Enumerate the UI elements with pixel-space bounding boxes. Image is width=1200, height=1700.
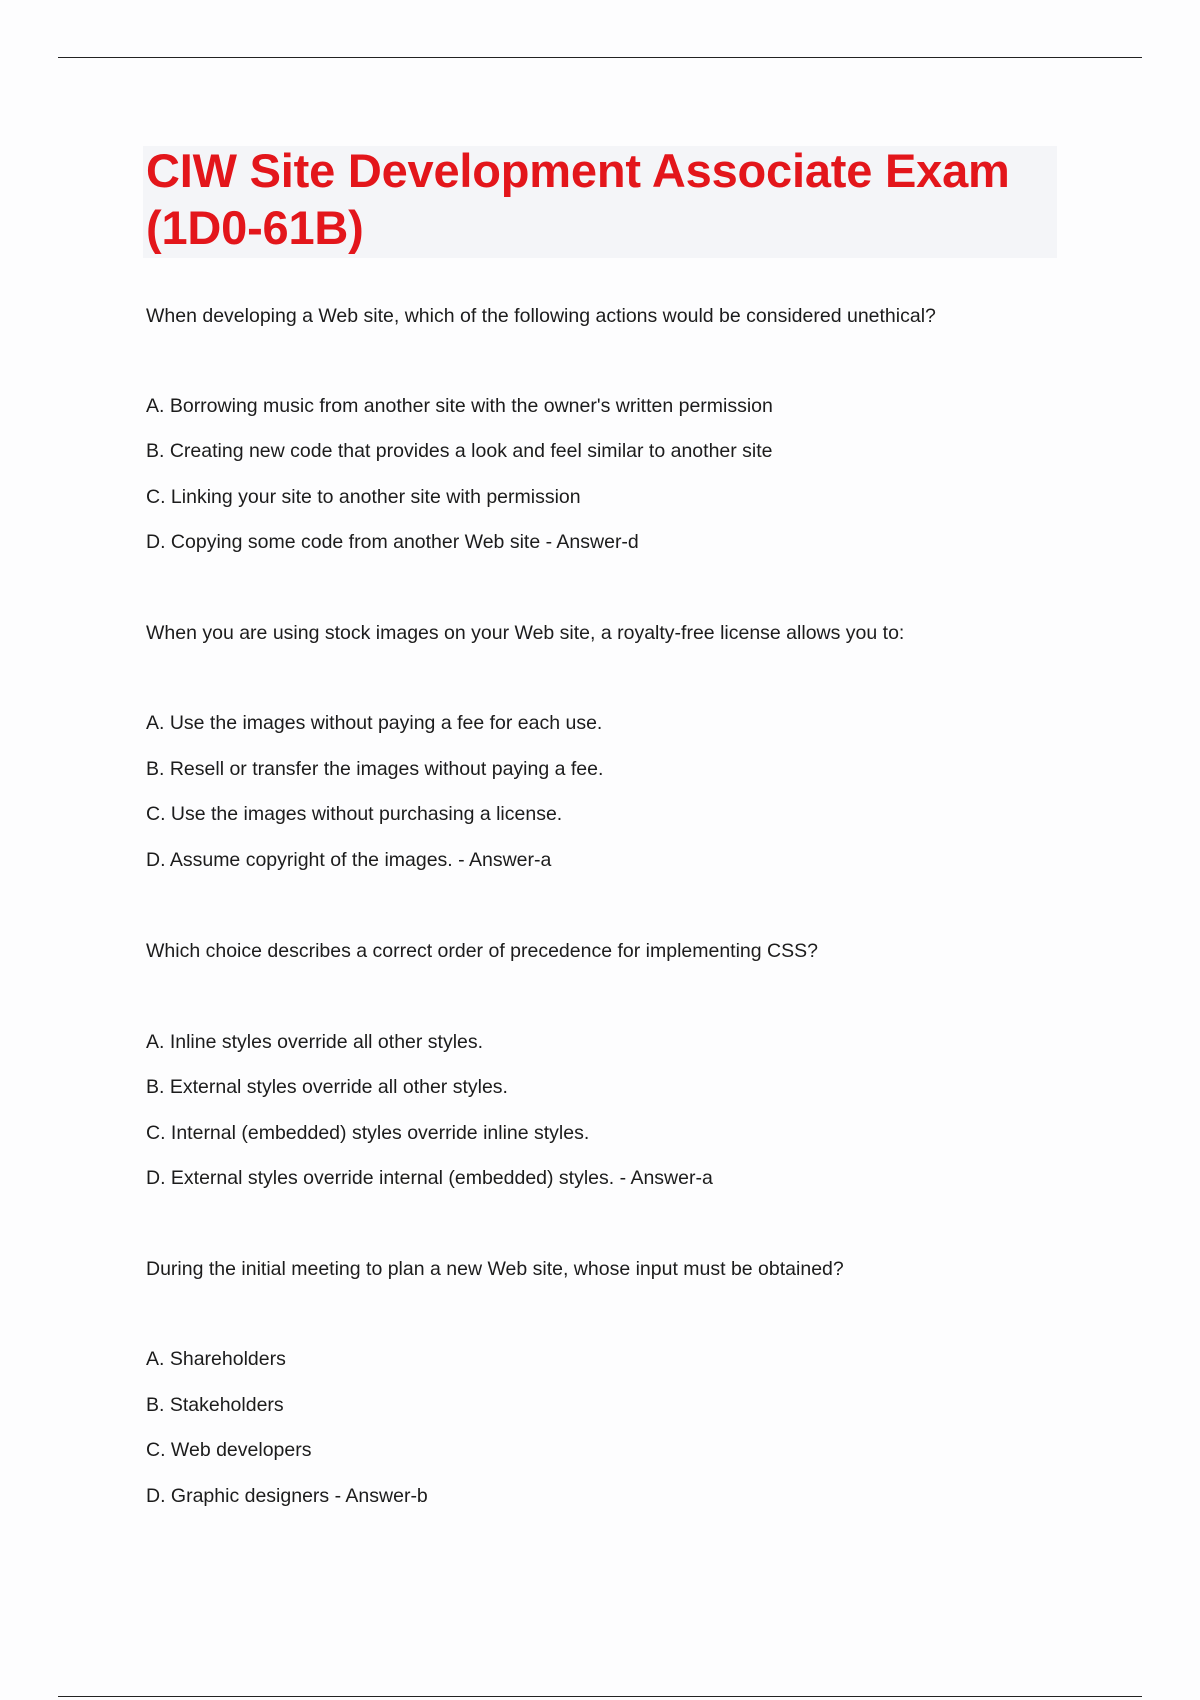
question-4-text: During the initial meeting to plan a new Web site, whose input must be obtained?: [146, 1258, 844, 1280]
question-2-text: When you are using stock images on your Web site, a royalty-free license allows you to:: [146, 622, 905, 644]
question-2-option-a: A. Use the images without paying a fee for each use.: [146, 712, 603, 734]
document-title: CIW Site Development Associate Exam (1D0-61B): [146, 144, 1010, 254]
question-1-text: When developing a Web site, which of the following actions would be considered unethical?: [146, 305, 936, 327]
bottom-rule: [58, 1696, 1142, 1697]
question-3-option-a: A. Inline styles override all other styles.: [146, 1031, 484, 1053]
question-3-option-c: C. Internal (embedded) styles override inline styles.: [146, 1122, 590, 1144]
question-1-option-c: C. Linking your site to another site with permission: [146, 486, 581, 508]
question-4-option-c: C. Web developers: [146, 1439, 312, 1461]
question-1-option-b: B. Creating new code that provides a look and feel similar to another site: [146, 440, 773, 462]
question-3-option-d: D. External styles override internal (embedded) styles. - Answer-a: [146, 1167, 713, 1189]
question-2-option-c: C. Use the images without purchasing a license.: [146, 803, 563, 825]
question-3-text: Which choice describes a correct order of precedence for implementing CSS?: [146, 940, 818, 962]
question-2-option-d: D. Assume copyright of the images. - Answer-a: [146, 849, 552, 871]
question-2-option-b: B. Resell or transfer the images without paying a fee.: [146, 758, 604, 780]
question-1-option-a: A. Borrowing music from another site with the owner's written permission: [146, 395, 773, 417]
question-4-option-d: D. Graphic designers - Answer-b: [146, 1485, 428, 1507]
question-3-option-b: B. External styles override all other styles.: [146, 1076, 508, 1098]
question-4-option-b: B. Stakeholders: [146, 1394, 284, 1416]
question-4-option-a: A. Shareholders: [146, 1348, 286, 1370]
question-1-option-d: D. Copying some code from another Web site - Answer-d: [146, 531, 639, 553]
top-rule: [58, 57, 1142, 58]
